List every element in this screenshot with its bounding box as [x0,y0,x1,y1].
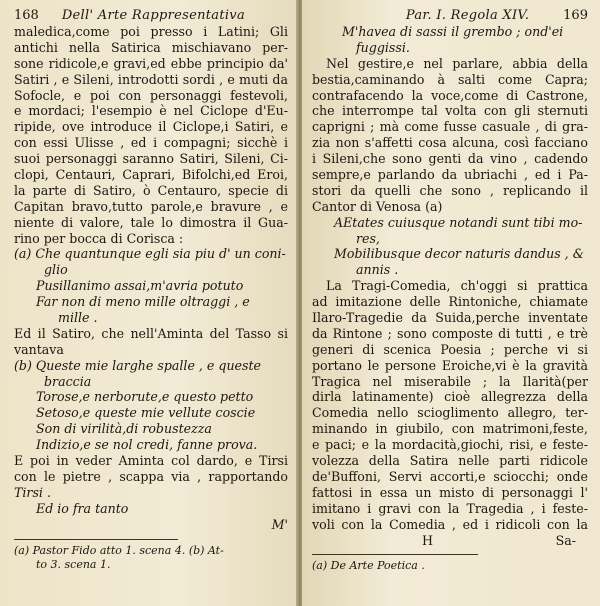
footnote: (a) Pastor Fido atto 1. scena 4. (b) At- [14,543,224,557]
text-line: la parte di Satiro, ò Centauro, specie di [14,182,288,198]
text-line: con essi Ulisse , ed i compagni; sicchè i [14,135,288,151]
right-footnotes [312,559,588,573]
verse-line: Ed io fra tanto [36,500,129,516]
right-page [302,0,600,606]
left-body-text [14,24,288,246]
verse-line: Indizio,e se nol credi, fanne prova. [36,437,258,453]
verse-line: mille . [58,310,98,326]
text-line: Comedia nello scioglimento allegro, ter- [312,405,588,421]
left-footnotes [14,544,288,572]
left-body-text-2 [14,326,288,358]
text-line: bestia,caminando à salti come Capra; [312,71,588,87]
text-line: voli con la Comedia , ed i ridicoli con la [312,516,588,532]
quote-b [14,358,288,453]
verse-line: Torose,e nerborute,e questo petto [36,389,254,405]
right-running-title: Par. I. Regola XIV. [405,8,530,23]
verse-line: (a) Che quantunque egli sia piu d' un coni- [14,246,286,262]
text-line: volezza della Satira nelle parti ridicole [312,453,588,469]
text-line: suoi personaggi saranno Satiri, Sileni, Ci- [14,151,288,167]
left-running-head [14,8,288,24]
text-line: con le pietre , scappa via , rapportando [14,468,288,484]
text-line: sempre,e parlando da ubriachi , ed i Pa- [312,167,588,183]
text-line: La Tragi-Comedia, ch'oggi si prattica [326,278,588,294]
left-page [0,0,298,606]
text-line: dirla latinamente) cioè allegrezza della [312,389,588,405]
text-line: Ilaro-Tragedie da Suida,perche inventate [312,310,588,326]
verse-line: Far non di meno mille oltraggi , e [36,294,250,310]
left-catchword: M' [271,516,288,532]
text-line: imitano i gravi con la Tragedia , i feste- [312,500,588,516]
text-line: che interrompe tal volta con gli sternuti [312,103,588,119]
verse-line: Mobilibusque decor naturis dandus , & [334,246,584,262]
quote-top [312,24,588,56]
text-line: stori da quelli che sono , replicando il [312,182,588,198]
verse-line: braccia [44,373,92,389]
verse-line: Setoso,e queste mie vellute coscie [36,405,256,421]
footnote-rule [14,539,178,540]
verse-line: AEtates cuiusque notandi sunt tibi mo- [334,214,583,230]
verse-line: fuggissi. [356,39,410,55]
text-line: i Sileni,che sono genti da vino , cadendo [312,151,588,167]
footnote: (a) De Arte Poetica . [312,559,425,573]
text-line: caprigni ; mà come fusse casuale , di gra- [312,119,588,135]
text-line: Tirsi . [14,484,51,500]
text-line: da Rintone ; sono composte di tutti , e trè [312,325,588,341]
footnote: to 3. scena 1. [36,557,111,571]
signature-line [312,533,588,549]
left-body-text-3 [14,453,288,517]
text-line: Nel gestire,e nel parlare, abbia della [326,55,588,71]
text-line: de'Buffoni, Servi accorti,e sciocchi; onde [312,468,588,484]
right-page-number: 169 [563,8,588,23]
verse-line: Son di virilità,di robustezza [36,421,212,437]
text-line: Satiri , e Sileni, introdotti sordi , e muti da [14,71,288,87]
text-line: portano le persone Eroiche,vi è la gravità [312,357,588,373]
left-running-title: Dell' Arte Rappresentativa [61,8,245,23]
paragraph-2 [312,278,588,532]
text-line: ad imitazione delle Rintoniche, chiamate [312,294,588,310]
quote-latin [312,215,588,279]
text-line: e mordaci; l'esempio è nel Ciclope d'Eu- [14,103,288,119]
text-line: Tragica nel miserabile ; la Ilarità(per [312,373,588,389]
text-line: ripide, ove introduce il Ciclope,i Satiri, e [14,119,288,135]
left-page-number: 168 [14,8,39,23]
verse-line: (b) Queste mie larghe spalle , e queste [14,357,261,373]
paragraph-1 [312,56,588,215]
right-running-head [312,8,588,24]
text-line: e paci; e la mordacità,giochi, risi, e feste- [312,437,588,453]
signature-mark: H [422,532,433,548]
text-line: vantava [14,341,64,357]
right-catchword: Sa- [555,532,576,548]
verse-line: res, [356,230,380,246]
text-line: E poi in veder Aminta col dardo, e Tirsi [14,453,288,469]
text-line: niente di valore, tale lo dimostra il Gua- [14,214,288,230]
text-line: zia non s'affetti cosa alcuna, così facciano [312,135,588,151]
text-line: Capitan bravo,tutto parole,e bravure , e [14,198,288,214]
text-line: maledica,come poi presso i Latini; Gli [14,24,288,39]
verse-line: annis . [356,262,399,278]
verse-line: M'havea di sassi il grembo ; ond'ei [342,24,564,39]
text-line: Cantor di Venosa (a) [312,198,443,214]
text-line: Sofocle, e poi con personaggi festevoli, [14,87,288,103]
quote-a [14,246,288,325]
text-line: minando in giubilo, con matrimoni,feste, [312,421,588,437]
text-line: sone ridicole,e gravi,ed ebbe principio da' [14,55,288,71]
text-line: fattosi in essa un misto di personaggi l' [312,484,588,500]
footnote-rule [312,554,478,555]
text-line: contrafacendo la voce,come di Castrone, [312,87,588,103]
verse-line: Pusillanimo assai,m'avria potuto [36,278,244,294]
text-line: Ed il Satiro, che nell'Aminta del Tasso si [14,325,288,341]
text-line: generi di scenica Poesia ; perche vi si [312,341,588,357]
verse-line: glio [44,262,68,278]
text-line: clopi, Centauri, Caprari, Bifolchi,ed Eroi, [14,167,288,183]
text-line: antichi nella Satirica mischiavano per- [14,39,288,55]
text-line: rino per bocca di Corisca : [14,230,184,246]
